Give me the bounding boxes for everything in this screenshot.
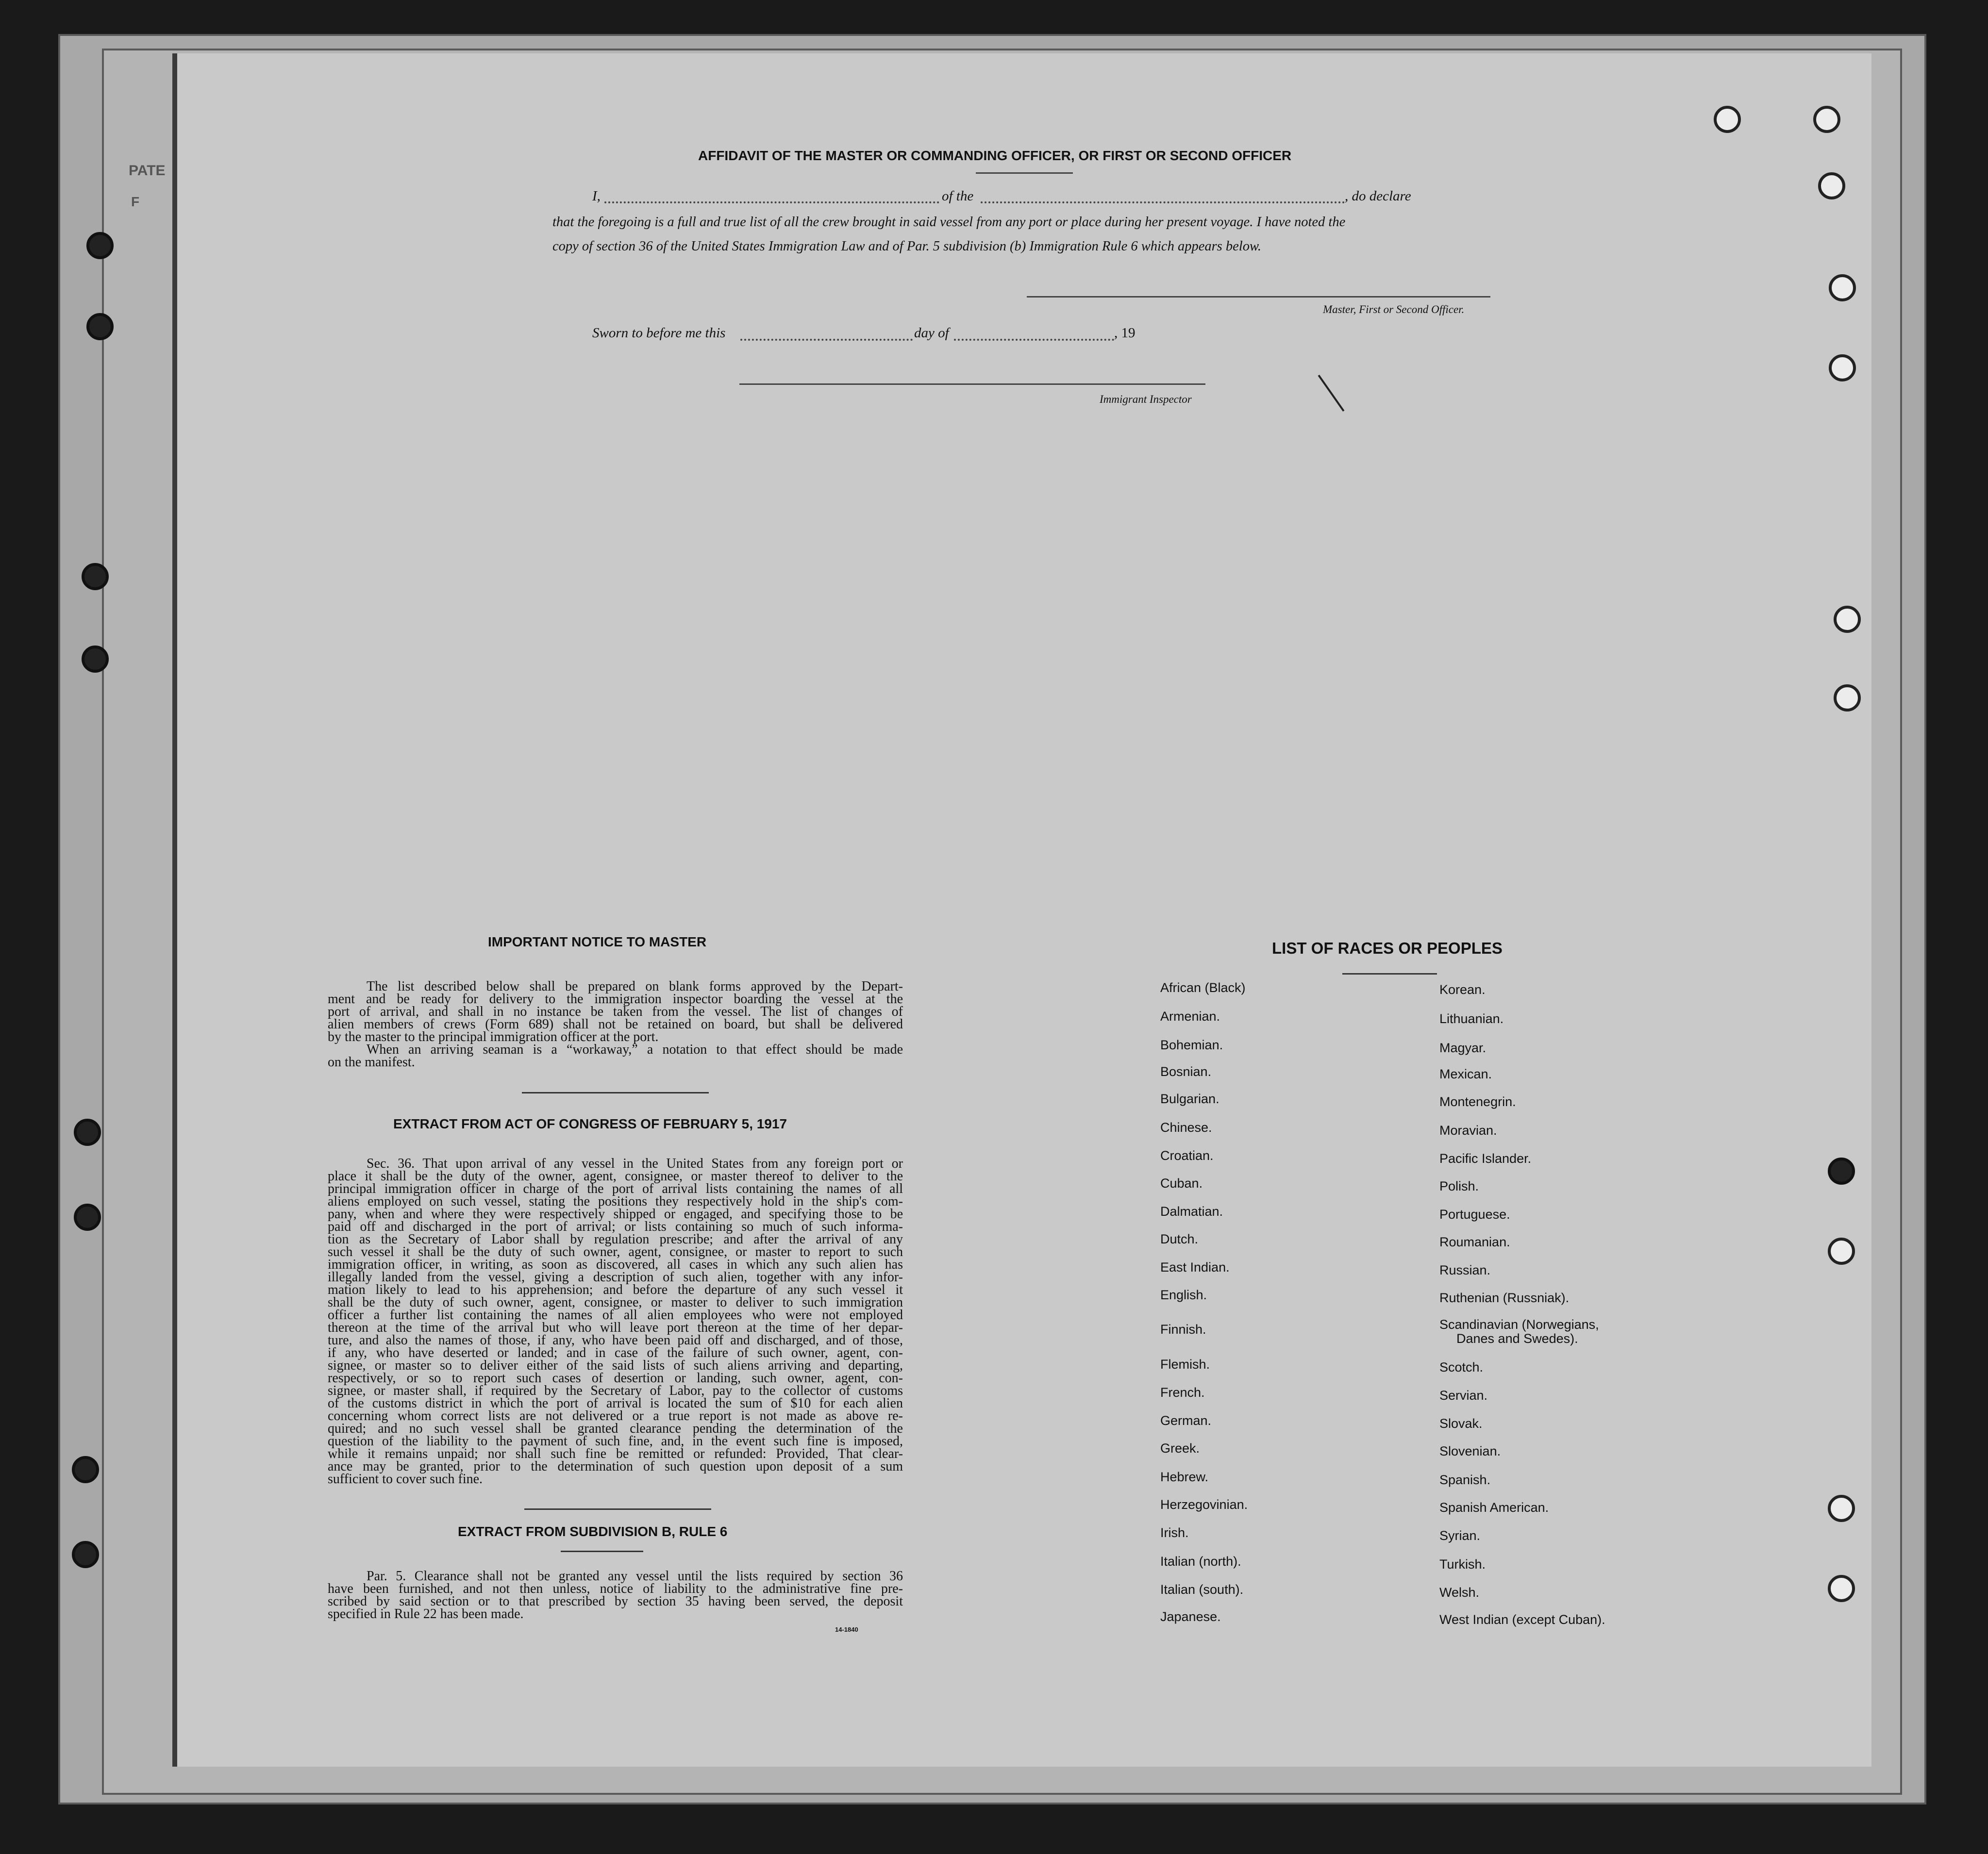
extract-act-title: EXTRACT FROM ACT OF CONGRESS OF FEBRUARY 5, 1917 <box>393 1116 787 1131</box>
race-item: Slovenian. <box>1439 1444 1501 1458</box>
extract-rule-text <box>328 1570 903 1621</box>
races-title: LIST OF RACES OR PEOPLES <box>1272 939 1503 957</box>
race-item: Lithuanian. <box>1439 1011 1504 1026</box>
race-item: Moravian. <box>1439 1123 1497 1138</box>
race-item: Spanish. <box>1439 1473 1491 1487</box>
race-item: Turkish. <box>1439 1557 1486 1572</box>
notice-divider <box>522 1092 709 1093</box>
race-item: Dalmatian. <box>1160 1204 1223 1219</box>
race-item: Montenegrin. <box>1439 1094 1516 1109</box>
race-item: French. <box>1160 1385 1205 1400</box>
race-item: East Indian. <box>1160 1260 1230 1275</box>
act-line: pany, when and where they were respectively shipped or engaged, and specifying those to be <box>328 1207 903 1222</box>
race-item: Portuguese. <box>1439 1207 1510 1222</box>
act-line: mation likely to lead to his apprehension; and before the departure of any such vessel it <box>328 1282 903 1297</box>
notice-line: When an arriving seaman is a “workaway,” a notation to that effect should be made <box>367 1042 903 1057</box>
race-item: Mexican. <box>1439 1067 1492 1081</box>
race-item: African (Black) <box>1160 980 1246 995</box>
binder-hole-icon <box>82 646 109 673</box>
binder-hole-icon <box>1714 106 1741 133</box>
act-line: ture, and also the names of those, if any, who have been paid off and discharged, and of those, <box>328 1333 903 1348</box>
race-item: German. <box>1160 1413 1212 1428</box>
act-divider <box>524 1508 711 1510</box>
affidavit-line1-end: , do declare <box>1345 188 1411 204</box>
races-title-underline <box>1342 973 1437 975</box>
act-line: tion as the Secretary of Labor shall by regulation prescribe; and after the arrival of any <box>328 1232 903 1247</box>
race-item: Bosnian. <box>1160 1064 1212 1079</box>
act-line: if any, who have deserted or landed; and in case of the failure of such owner, agent, con- <box>328 1345 903 1360</box>
race-item: Cuban. <box>1160 1176 1203 1191</box>
binder-hole-icon <box>1828 1238 1855 1265</box>
binder-hole-icon <box>1829 274 1856 301</box>
race-item: Scotch. <box>1439 1360 1484 1374</box>
race-item: Herzegovinian. <box>1160 1497 1248 1512</box>
act-line: thereon at the time of the arrival but who will leave port thereon at the time of her depar- <box>328 1320 903 1335</box>
act-line: question of the liability to the payment of such fine, and, in the event such fine is imposed, <box>328 1434 903 1449</box>
affidavit-vessel-blank <box>981 201 1345 203</box>
act-line: paid off and discharged in the port of arrival; or lists containing so much of such informa- <box>328 1219 903 1234</box>
race-item: Danes and Swedes). <box>1456 1331 1578 1346</box>
act-line: illegally landed from the vessel, giving a description of such alien, together with any infor- <box>328 1270 903 1285</box>
extract-act-text <box>328 1158 903 1486</box>
binder-hole-icon <box>1828 1495 1855 1522</box>
affidavit-line1-mid: of the <box>942 188 974 204</box>
act-line: ance may be granted, prior to the determination of such question upon deposit of a sum <box>328 1459 903 1474</box>
race-item: Pacific Islander. <box>1439 1151 1532 1166</box>
binder-hole-icon <box>72 1456 99 1483</box>
act-line: officer a further list containing the names of all alien employees who were not employed <box>328 1308 903 1323</box>
notice-text <box>328 980 903 1069</box>
pencil-mark <box>1318 375 1345 412</box>
binder-hole-icon <box>86 313 114 340</box>
race-item: Japanese. <box>1160 1609 1221 1624</box>
race-item: Italian (north). <box>1160 1554 1241 1569</box>
race-item: Dutch. <box>1160 1232 1199 1246</box>
race-item: Chinese. <box>1160 1120 1212 1135</box>
act-line: concerning whom correct lists are not delivered or a true report is not made as above re- <box>328 1408 903 1424</box>
affidavit-name-blank <box>604 201 939 203</box>
binder-hole-icon <box>1829 354 1856 381</box>
act-line: principal immigration officer in charge of the port of arrival lists containing the names of all <box>328 1181 903 1196</box>
act-line: respectively, or so to report such cases of desertion or landing, such owner, agent, con- <box>328 1371 903 1386</box>
race-item: Greek. <box>1160 1441 1200 1456</box>
binder-hole-icon <box>1828 1575 1855 1602</box>
inspector-signature-line <box>739 383 1205 385</box>
inspector-label: Immigrant Inspector <box>1100 393 1192 405</box>
race-item: West Indian (except Cuban). <box>1439 1612 1605 1627</box>
sworn-mid: day of <box>914 325 949 341</box>
race-item: Finnish. <box>1160 1322 1206 1337</box>
race-item: Flemish. <box>1160 1357 1210 1372</box>
margin-fragment-second: F <box>131 194 140 209</box>
sworn-year: , 19 <box>1114 325 1136 341</box>
margin-fragment-top: PATE <box>129 163 166 179</box>
act-line: signee, or master so to deliver either of the said lists of such aliens arriving and departing, <box>328 1358 903 1373</box>
notice-title: IMPORTANT NOTICE TO MASTER <box>488 934 707 949</box>
master-signature-line <box>1027 296 1490 298</box>
rule-line: Par. 5. Clearance shall not be granted any vessel until the lists required by section 36 <box>367 1569 903 1584</box>
notice-line: alien members of crews (Form 689) shall not be retained on board, but shall be delivered <box>328 1017 903 1032</box>
binder-hole-icon <box>74 1204 101 1231</box>
race-item: Armenian. <box>1160 1009 1220 1024</box>
race-item: Welsh. <box>1439 1585 1480 1600</box>
race-item: Roumanian. <box>1439 1235 1510 1249</box>
act-line: aliens employed on such vessel, stating the positions they respectively hold in the ship's com- <box>328 1194 903 1209</box>
act-line: shall be the duty of such owner, agent, consignee, or master to deliver to such immigration <box>328 1295 903 1310</box>
race-item: Bulgarian. <box>1160 1092 1220 1106</box>
binder-hole-icon <box>72 1541 99 1568</box>
race-item: Servian. <box>1439 1388 1488 1403</box>
sworn-prefix: Sworn to before me this <box>592 325 726 341</box>
sworn-month-blank <box>954 339 1114 341</box>
affidavit-title: AFFIDAVIT OF THE MASTER OR COMMANDING OFFICER, OR FIRST OR SECOND OFFICER <box>698 148 1292 163</box>
act-line: while it remains unpaid; nor shall such fine be remitted or refunded: Provided, That clear- <box>328 1446 903 1461</box>
race-item: Scandinavian (Norwegians, <box>1439 1317 1599 1332</box>
notice-line: The list described below shall be prepared on blank forms approved by the Depart- <box>367 979 903 994</box>
act-line: Sec. 36. That upon arrival of any vessel in the United States from any foreign port or <box>367 1156 903 1171</box>
master-signature-label: Master, First or Second Officer. <box>1323 303 1465 315</box>
race-item: Ruthenian (Russniak). <box>1439 1291 1570 1305</box>
rule-line: scribed by said section or to that prescribed by section 35 having been served, the deposit <box>328 1594 903 1609</box>
binder-hole-icon <box>74 1119 101 1146</box>
binder-hole-icon <box>82 563 109 590</box>
manifest-page <box>172 53 1871 1767</box>
affidavit-line1-prefix: I, <box>592 188 601 204</box>
race-item: Spanish American. <box>1439 1500 1549 1515</box>
notice-line: ment and be ready for delivery to the immigration inspector boarding the vessel at the <box>328 992 903 1007</box>
act-line: signee, or master shall, if required by the Secretary of Labor, pay to the collector of customs <box>328 1383 903 1398</box>
notice-line: by the master to the principal immigration officer at the port. <box>328 1029 659 1044</box>
affidavit-line2: that the foregoing is a full and true list of all the crew brought in said vessel from any port or place during her present voyage. I have noted the <box>552 215 1346 230</box>
binder-hole-icon <box>1818 172 1845 199</box>
binder-hole-icon <box>86 232 114 259</box>
act-line: such vessel it shall be the duty of such owner, agent, consignee, or master to report to such <box>328 1244 903 1259</box>
act-line: sufficient to cover such fine. <box>328 1472 483 1487</box>
race-item: Syrian. <box>1439 1528 1481 1543</box>
act-line: of the customs district in which the port of arrival is located the sum of $10 for each alien <box>328 1396 903 1411</box>
binder-hole-icon <box>1828 1158 1855 1185</box>
notice-line: port of arrival, and shall in no instance be taken from the vessel. The list of changes of <box>328 1004 903 1019</box>
act-line: quired; and no such vessel shall be granted clearance pending the determination of the <box>328 1421 903 1436</box>
race-item: Croatian. <box>1160 1148 1214 1163</box>
act-line: place it shall be the duty of the owner, agent, consignee, or master thereof to deliver to the <box>328 1169 903 1184</box>
notice-line: on the manifest. <box>328 1055 415 1070</box>
rule-line: specified in Rule 22 has been made. <box>328 1606 524 1622</box>
race-item: Slovak. <box>1439 1416 1483 1431</box>
race-item: Korean. <box>1439 982 1486 997</box>
sworn-day-blank <box>740 339 913 341</box>
form-number: 14-1840 <box>835 1626 858 1633</box>
race-item: Russian. <box>1439 1263 1491 1277</box>
race-item: Irish. <box>1160 1525 1189 1540</box>
affidavit-title-rule <box>976 172 1073 174</box>
race-item: Italian (south). <box>1160 1582 1244 1597</box>
rule-line: have been furnished, and not then unless, notice of liability to the administrative fine pre- <box>328 1581 903 1596</box>
rule-title-underline <box>561 1551 643 1552</box>
binder-hole-icon <box>1813 106 1840 133</box>
extract-rule-title: EXTRACT FROM SUBDIVISION B, RULE 6 <box>458 1524 728 1539</box>
binder-hole-icon <box>1834 606 1861 633</box>
race-item: English. <box>1160 1288 1207 1302</box>
affidavit-line3: copy of section 36 of the United States Immigration Law and of Par. 5 subdivision (b) Immigration Rule 6 which appears below. <box>552 239 1261 254</box>
race-item: Magyar. <box>1439 1041 1487 1055</box>
race-item: Bohemian. <box>1160 1038 1223 1052</box>
race-item: Polish. <box>1439 1179 1479 1193</box>
race-item: Hebrew. <box>1160 1470 1209 1484</box>
binder-hole-icon <box>1834 684 1861 712</box>
act-line: immigration officer, in writing, as soon as discovered, all cases in which any such alien has <box>328 1257 903 1272</box>
